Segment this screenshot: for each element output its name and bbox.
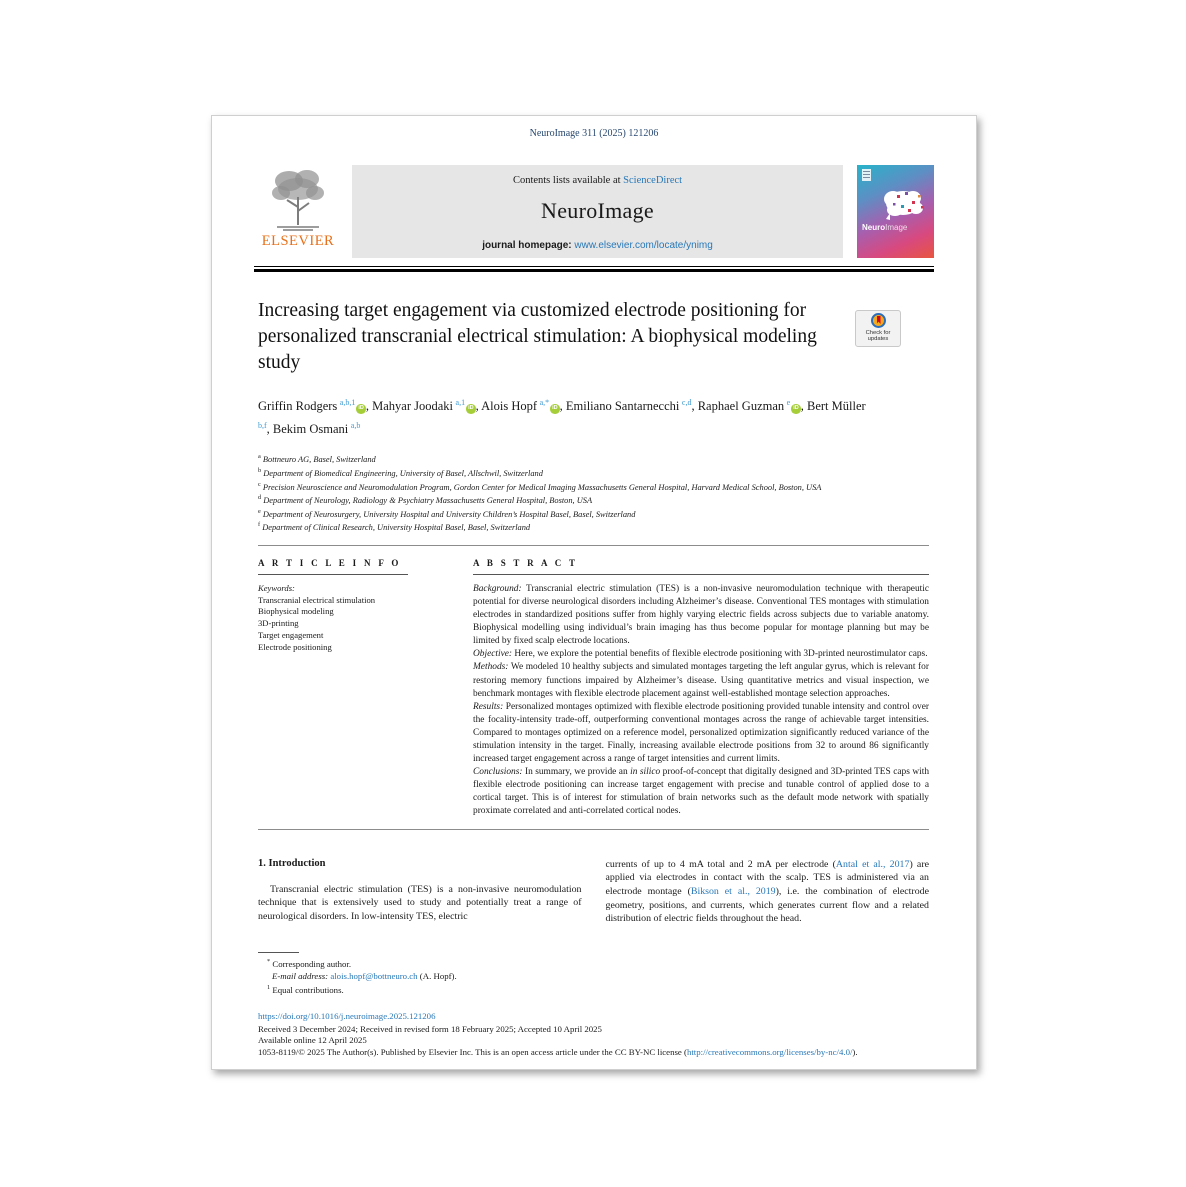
brain-icon bbox=[857, 165, 934, 258]
author[interactable] bbox=[258, 399, 372, 413]
author-affil-sup: a,* bbox=[539, 398, 550, 407]
journal-title: NeuroImage bbox=[541, 198, 654, 223]
journal-band bbox=[352, 165, 843, 258]
email-link[interactable]: alois.hopf@bottneuro.ch bbox=[328, 970, 418, 981]
equal-contributions-note: $^1$ Equal contributions. bbox=[267, 984, 344, 996]
orcid-icon[interactable]: iD bbox=[356, 404, 366, 414]
corresponding-author-note: * Corresponding author. bbox=[267, 958, 352, 969]
author-affil-sup: e bbox=[786, 398, 791, 407]
keyword: 3D-printing bbox=[258, 618, 299, 629]
article-info-header: A R T I C L E I N F O bbox=[258, 557, 402, 568]
badge-text-1: Check for bbox=[865, 329, 891, 336]
abstract-conclusions: Conclusions: In summary, we provide an in silico proof-of-concept that digitally designed and 3D-printed TES caps with flexible electrode positioning can increase target engagement with precise and tunable control of applied dose to a cortical target. This is of interest for stimulation of brain networks such as the default mode network with spatially proximate correlated and anti-correlated cortical nodes. bbox=[473, 767, 930, 817]
author-separator: , bbox=[475, 399, 482, 414]
author-separator: , bbox=[800, 399, 807, 414]
introduction-heading: 1. Introduction bbox=[258, 857, 326, 869]
author-list bbox=[258, 393, 878, 439]
author-name: Alois Hopf bbox=[481, 399, 538, 414]
abstract-results: Results: Personalized montages optimized with flexible electrode positioning provided tunable intensity and control over the focality-intensity trade-off, outperforming conventional montages across the range of achievable target intensities. Compared to montages optimized on a reference model, personalized optimization significantly reduced variance of the stimulation intensity in the target. Finally, increasing available electrode positions from 32 to around 86 significantly increased target engagement across a range of target intensities and current limits. bbox=[473, 701, 929, 765]
intro-left-column bbox=[258, 858, 582, 927]
author-affil-sup: a,b bbox=[350, 421, 361, 431]
section-divider bbox=[258, 545, 929, 546]
author-affil-sup: a,b,1 bbox=[339, 398, 356, 407]
author[interactable] bbox=[273, 422, 360, 436]
article-history bbox=[258, 1011, 929, 1059]
introduction-paragraph-right: currents of up to 4 mA total and 2 mA per electrode (Antal et al., 2017) are applied via electrodes in contact with the scalp. TES is administered via an electrode montage (Bikson et al., 2019), i.e. the combination of electrode geometry, positions, and currents, which generates current flow and a related distribution of electric fields throughout the head. bbox=[605, 858, 929, 925]
article-info-column bbox=[258, 558, 408, 819]
check-for-updates-badge[interactable] bbox=[855, 310, 901, 347]
author-affil-sup: b,f bbox=[258, 421, 267, 431]
author[interactable] bbox=[372, 399, 481, 413]
affiliation: $^b$ Department of Biomedical Engineering, University of Basel, Allschwil, Switzerland bbox=[258, 466, 543, 478]
homepage-link[interactable]: www.elsevier.com/locate/ynimg bbox=[574, 240, 713, 251]
affiliation: $^f$ Department of Clinical Research, University Hospital Basel, Basel, Switzerland bbox=[258, 521, 531, 533]
author-name: Bekim Osmani bbox=[272, 422, 349, 437]
author-name: Mahyar Joodaki bbox=[372, 399, 453, 414]
introduction-paragraph-left: Transcranial electric stimulation (TES) is a non-invasive neuromodulation technique that is extensively used to study and potentially treat a range of neurological disorders. In low-intensity TES, electric bbox=[258, 883, 582, 922]
orcid-icon[interactable]: iD bbox=[466, 404, 476, 414]
author[interactable] bbox=[698, 399, 807, 413]
abstract-methods: Methods: We modeled 10 healthy subjects and simulated montages targeting the left angular gyrus, which is relevant for restoring memory functions impaired by Alzheimer’s disease. Using quantitative metrics and visual inspection, we benchmark montages with flexible electrode placement against well-established montage selection approaches. bbox=[473, 662, 929, 699]
email-note: E-mail address: alois.hopf@bottneuro.ch (A. Hopf). bbox=[272, 970, 457, 981]
footnote-rule bbox=[258, 952, 299, 953]
intro-right-column bbox=[606, 858, 930, 927]
author-separator: , bbox=[691, 399, 698, 414]
abstract-background: Background: Transcranial electric stimulation (TES) is a non-invasive neuromodulation technique with therapeutic potential for diverse neurological disorders including Alzheimer’s disease. Conventional TES montages with stimulation electrodes in standardized positions suffer from highly varying electric fields across subjects due to variable anatomy. Biophysical modelling using individual’s brain imaging has thus become popular for montage planning but may be limited by fixed scalp electrode locations. bbox=[473, 583, 929, 647]
article-title: Increasing target engagement via customized electrode positioning for personalized transcranial electrical stimulation: A biophysical modeling study bbox=[258, 300, 817, 373]
cover-brand-light: Image bbox=[885, 223, 908, 232]
orcid-icon[interactable]: iD bbox=[791, 404, 801, 414]
citation-link-antal[interactable]: Antal et al., 2017 bbox=[835, 858, 910, 870]
article-page bbox=[211, 115, 977, 1070]
affiliation: $^d$ Department of Neurology, Radiology & Psychiatry Massachusetts General Hospital, Boston, USA bbox=[258, 494, 593, 505]
homepage-label: journal homepage: bbox=[482, 240, 575, 251]
cover-brand-bold: Neuro bbox=[862, 223, 886, 232]
contents-line bbox=[352, 175, 843, 186]
badge-text-2: updates bbox=[867, 336, 889, 342]
affiliation-list bbox=[258, 452, 929, 534]
author-affil-sup: c,d bbox=[681, 398, 692, 407]
footnotes bbox=[258, 956, 929, 997]
abstract-header: A B S T R A C T bbox=[473, 557, 578, 568]
abstract-column bbox=[473, 558, 929, 819]
doi-link[interactable]: https://doi.org/10.1016/j.neuroimage.2025.121206 bbox=[258, 1010, 436, 1021]
keyword: Biophysical modeling bbox=[258, 606, 334, 617]
received-dates: Received 3 December 2024; Received in revised form 18 February 2025; Accepted 10 April 2025 bbox=[258, 1023, 602, 1034]
elsevier-wordmark: ELSEVIER bbox=[261, 233, 335, 249]
abstract-rule bbox=[473, 574, 929, 575]
abstract-bottom-divider bbox=[258, 829, 929, 830]
homepage-line bbox=[352, 240, 843, 251]
abstract-objective: Objective: Here, we explore the potential benefits of flexible electrode positioning with 3D-printed neurostimulator caps. bbox=[473, 649, 928, 660]
masthead bbox=[254, 165, 934, 258]
keyword: Target engagement bbox=[258, 630, 324, 641]
author-separator: , bbox=[266, 422, 273, 437]
keywords-label: Keywords: bbox=[258, 582, 295, 593]
journal-citation: NeuroImage 311 (2025) 121206 bbox=[529, 128, 659, 139]
citation-link-bikson[interactable]: Bikson et al., 2019 bbox=[690, 885, 776, 897]
available-online: Available online 12 April 2025 bbox=[258, 1035, 367, 1046]
elsevier-logo[interactable] bbox=[254, 165, 342, 258]
author-affil-sup: a,1 bbox=[455, 398, 466, 407]
author-separator: , bbox=[365, 399, 373, 414]
abstract-text bbox=[473, 583, 929, 819]
author[interactable] bbox=[481, 399, 566, 413]
masthead-rule bbox=[254, 266, 934, 272]
contents-prefix: Contents lists available at bbox=[512, 175, 624, 186]
author-name: Emiliano Santarnecchi bbox=[565, 399, 680, 414]
keyword: Transcranial electrical stimulation bbox=[258, 594, 376, 605]
elsevier-tree-icon bbox=[267, 167, 329, 235]
crossmark-icon bbox=[871, 313, 886, 328]
author[interactable] bbox=[566, 399, 698, 413]
keyword: Electrode positioning bbox=[258, 641, 332, 652]
article-info-rule bbox=[258, 574, 408, 575]
sciencedirect-link[interactable]: ScienceDirect bbox=[623, 175, 683, 186]
license-link[interactable]: http://creativecommons.org/licenses/by-nc/4.0/ bbox=[686, 1047, 853, 1058]
cover-brand bbox=[862, 223, 907, 232]
license-line: 1053-8119/© 2025 The Author(s). Published by Elsevier Inc. This is an open access article under the CC BY-NC license (http://creativecommons.org/licenses/by-nc/4.0/). bbox=[258, 1047, 858, 1058]
affiliation: $^a$ Bottneuro AG, Basel, Switzerland bbox=[258, 453, 376, 465]
affiliation: $^c$ Precision Neuroscience and Neuromodulation Program, Gordon Center for Medical Imaging Massachusetts General Hospital, Harvard Medical School, Boston, USA bbox=[258, 480, 822, 492]
author-name: Bert Müller bbox=[806, 399, 866, 414]
author-separator: , bbox=[559, 399, 566, 414]
journal-cover[interactable] bbox=[857, 165, 934, 258]
orcid-icon[interactable]: iD bbox=[550, 404, 560, 414]
author-name: Raphael Guzman bbox=[697, 399, 785, 414]
affiliation: $^e$ Department of Neurosurgery, University Hospital and University Children’s Hospital Basel, Basel, Switzerland bbox=[258, 507, 636, 519]
author-name: Griffin Rodgers bbox=[258, 399, 338, 414]
